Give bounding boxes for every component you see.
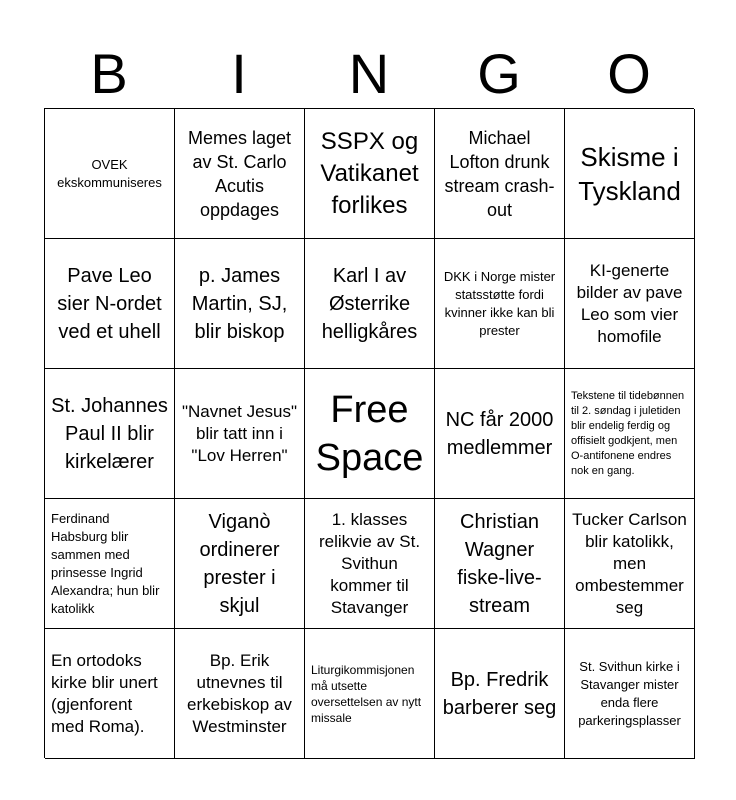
cell-text: St. Svithun kirke i Stavanger mister enda flere parkeringsplasser <box>578 658 681 728</box>
cell-text: En ortodoks kirke blir unert (gjenforent med Roma). <box>51 650 158 736</box>
bingo-cell[interactable] <box>565 239 695 369</box>
bingo-cell[interactable] <box>175 239 305 369</box>
bingo-cell[interactable] <box>435 499 565 629</box>
cell-text: Bp. Fredrik barberer seg <box>442 668 557 719</box>
bingo-card <box>44 108 694 758</box>
bingo-cell[interactable] <box>305 629 435 759</box>
bingo-cell[interactable] <box>435 369 565 499</box>
bingo-cell[interactable] <box>305 239 435 369</box>
bingo-cell[interactable] <box>175 499 305 629</box>
cell-text: Bp. Erik utnevnes til erkebiskop av Westminster <box>187 650 292 736</box>
cell-text: Karl I av Østerrike helligkåres <box>321 264 418 343</box>
cell-text: Michael Lofton drunk stream crash-out <box>444 127 555 220</box>
bingo-cell[interactable] <box>45 239 175 369</box>
bingo-cell[interactable] <box>175 629 305 759</box>
bingo-cell[interactable] <box>565 629 695 759</box>
cell-text: St. Johannes Paul II blir kirkelærer <box>51 394 168 473</box>
cell-text: SSPX og Vatikanet forlikes <box>320 127 419 219</box>
bingo-header <box>44 40 694 108</box>
cell-text: "Navnet Jesus" blir tatt inn i "Lov Herren" <box>181 401 298 465</box>
cell-text: Christian Wagner fiske-live-stream <box>457 510 542 617</box>
header-letter-g: G <box>477 42 521 105</box>
cell-text: Tekstene til tidebønnen til 2. søndag i juletiden blir endelig ferdig og offisielt godkjent, men O-antifonene endres nok en gang. <box>571 389 685 477</box>
bingo-cell[interactable] <box>565 369 695 499</box>
bingo-cell[interactable] <box>45 629 175 759</box>
bingo-cell[interactable] <box>175 109 305 239</box>
header-letter-i: I <box>231 42 247 105</box>
cell-text: Skisme i Tyskland <box>578 141 681 206</box>
cell-text: Memes laget av St. Carlo Acutis oppdages <box>187 127 292 220</box>
cell-text: Viganò ordinerer prester i skjul <box>199 510 280 617</box>
bingo-cell[interactable] <box>435 109 565 239</box>
bingo-cell[interactable] <box>565 109 695 239</box>
bingo-cell[interactable] <box>45 109 175 239</box>
header-letter-n: N <box>348 42 390 105</box>
free-space-cell[interactable] <box>305 369 435 499</box>
bingo-cell[interactable] <box>175 369 305 499</box>
cell-text: 1. klasses relikvie av St. Svithun kommer til Stavanger <box>318 509 421 617</box>
bingo-cell[interactable] <box>565 499 695 629</box>
cell-text: Liturgikommisjonen må utsette oversettelsen av nytt missale <box>311 662 422 725</box>
bingo-cell[interactable] <box>435 629 565 759</box>
cell-text: Tucker Carlson blir katolikk, men ombestemmer seg <box>572 509 687 617</box>
cell-text: OVEK ekskommuniseres <box>57 156 162 190</box>
bingo-cell[interactable] <box>435 239 565 369</box>
cell-text: Ferdinand Habsburg blir sammen med prinsesse Ingrid Alexandra; hun blir katolikk <box>51 510 160 616</box>
cell-text: NC får 2000 medlemmer <box>445 408 554 459</box>
bingo-cell[interactable] <box>45 369 175 499</box>
cell-text: KI-generte bilder av pave Leo som vier homofile <box>576 260 683 346</box>
cell-text: Pave Leo sier N-ordet ved et uhell <box>57 264 162 343</box>
header-letter-o: O <box>607 42 651 105</box>
cell-text: p. James Martin, SJ, blir biskop <box>191 264 288 343</box>
bingo-cell[interactable] <box>305 499 435 629</box>
bingo-cell[interactable] <box>305 109 435 239</box>
header-letter-b: B <box>90 42 128 105</box>
free-space-text: Free Space <box>315 388 424 479</box>
cell-text: DKK i Norge mister statsstøtte fordi kvinner ikke kan bli prester <box>443 268 556 338</box>
bingo-cell[interactable] <box>45 499 175 629</box>
